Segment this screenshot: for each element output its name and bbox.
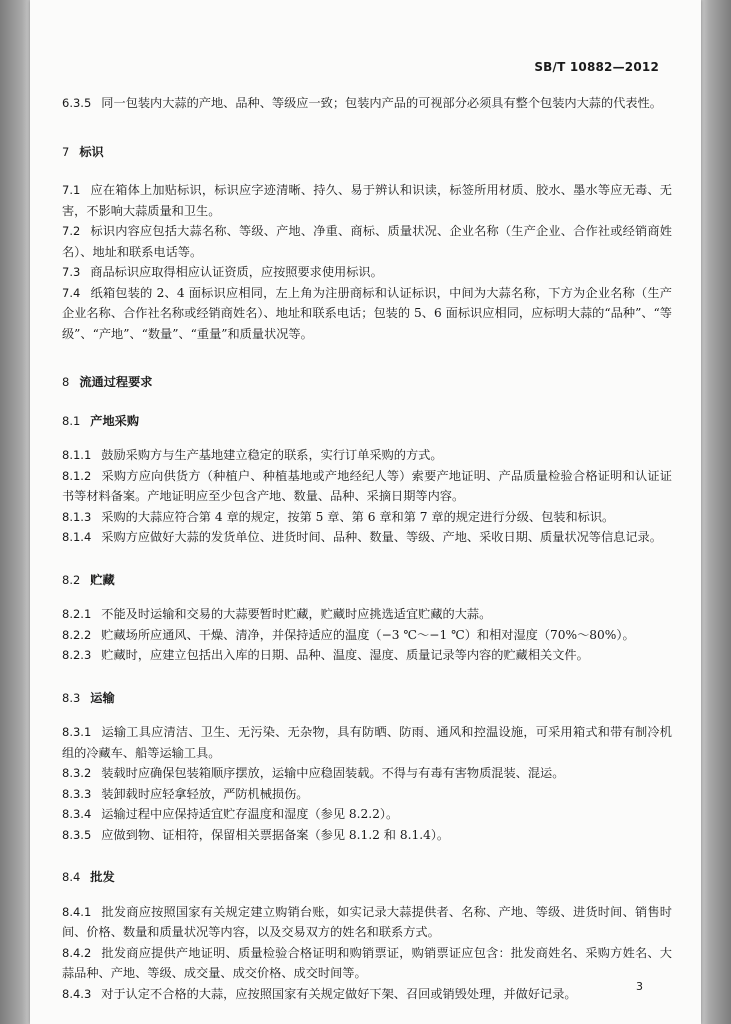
clause-text: 鼓励采购方与生产基地建立稳定的联系，实行订单采购的方式。 [101, 448, 443, 462]
clause-paragraph [62, 645, 672, 666]
spacer [62, 114, 672, 120]
heading-text: 运输 [90, 690, 115, 705]
clause-number: 8.2.1 [62, 607, 92, 621]
clause-number: 8.3.2 [62, 766, 92, 780]
clause-paragraph [62, 763, 672, 784]
clause-paragraph [62, 825, 672, 846]
clause-paragraph [62, 507, 672, 528]
heading-text: 标识 [79, 144, 104, 159]
clause-paragraph [62, 722, 672, 763]
document-page [30, 0, 701, 1024]
section-heading [62, 142, 672, 163]
clause-text: 应在箱体上加贴标识，标识应字迹清晰、持久、易于辨认和识读，标签所用材质、胶水、墨水等应无毒、无害，不影响大蒜质量和卫生。 [62, 183, 672, 218]
subsection-heading [62, 688, 672, 709]
clause-number: 8.3 [62, 690, 81, 705]
clause-number: 7.3 [62, 265, 81, 279]
clause-paragraph [62, 902, 672, 943]
subsection-heading [62, 867, 672, 888]
clause-paragraph [62, 180, 672, 221]
clause-text: 不能及时运输和交易的大蒜要暂时贮藏，贮藏时应挑选适宜贮藏的大蒜。 [101, 607, 492, 621]
clause-number: 8.3.5 [62, 827, 92, 842]
page-content [62, 93, 672, 1004]
clause-number: 8.1.3 [62, 509, 92, 524]
heading-text: 贮藏 [90, 572, 115, 587]
clause-number: 8.4.1 [62, 904, 92, 919]
spacer [62, 666, 672, 672]
page-number: 3 [636, 980, 643, 993]
clause-text: 采购方应做好大蒜的发货单位、进货时间、品种、数量、等级、产地、采收日期、质量状况等信息记录。 [101, 530, 662, 544]
standard-code: SB/T 10882—2012 [534, 60, 659, 74]
clause-text: 采购方应向供货方（种植户、种植基地或产地经纪人等）索要产地证明、产品质量检验合格证明和认证证书等材料备案。产地证明应至少包含产地、数量、品种、采摘日期等内容。 [62, 468, 672, 503]
clause-number: 8.3.4 [62, 807, 92, 821]
clause-number: 8 [62, 375, 70, 389]
spacer [62, 344, 672, 350]
clause-number: 7.4 [62, 285, 81, 300]
subsection-heading [62, 411, 672, 432]
clause-number: 8.4 [62, 870, 81, 884]
heading-text: 流通过程要求 [79, 375, 153, 389]
clause-text: 装卸载时应轻拿轻放，严防机械损伤。 [101, 786, 309, 801]
clause-number: 8.1 [62, 413, 81, 428]
clause-number: 8.2.3 [62, 648, 92, 662]
clause-number: 8.2.2 [62, 627, 92, 642]
clause-paragraph [62, 283, 672, 345]
clause-text: 运输过程中应保持适宜贮存温度和湿度（参见 8.2.2）。 [101, 807, 399, 821]
clause-text: 批发商应提供产地证明、质量检验合格证明和购销票证，购销票证应包含：批发商姓名、采购方姓名、大蒜品种、产地、等级、成交量、成交价格、成交时间等。 [62, 945, 672, 980]
clause-paragraph [62, 984, 672, 1005]
clause-text: 贮藏场所应通风、干燥、清净，并保持适应的温度（−3 ℃～−1 ℃）和相对湿度（70%～80%）。 [101, 627, 635, 642]
clause-text: 装载时应确保包装箱顺序摆放，运输中应稳固装载。不得与有毒有害物质混装、混运。 [101, 766, 565, 780]
clause-number: 8.4.3 [62, 986, 92, 1001]
clause-text: 批发商应按照国家有关规定建立购销台账，如实记录大蒜提供者、名称、产地、等级、进货时间、销售时间、价格、数量和质量状况等内容，以及交易双方的姓名和联系方式。 [62, 904, 672, 939]
clause-text: 对于认定不合格的大蒜，应按照国家有关规定做好下架、召回或销毁处理，并做好记录。 [101, 986, 577, 1001]
clause-number: 8.1.1 [62, 448, 92, 462]
clause-paragraph [62, 784, 672, 805]
clause-paragraph [62, 262, 672, 283]
section-heading [62, 372, 672, 393]
clause-number: 8.3.3 [62, 786, 92, 801]
clause-text: 同一包装内大蒜的产地、品种、等级应一致；包装内产品的可视部分必须具有整个包装内大蒜的代表性。 [101, 96, 662, 110]
clause-number: 8.1.2 [62, 468, 92, 483]
spacer [62, 845, 672, 851]
clause-paragraph [62, 804, 672, 825]
clause-paragraph [62, 943, 672, 984]
clause-number: 8.1.4 [62, 530, 92, 544]
clause-text: 运输工具应清洁、卫生、无污染、无杂物，具有防晒、防雨、通风和控温设施，可采用箱式和带有制冷机组的冷藏车、船等运输工具。 [62, 725, 672, 760]
heading-text: 产地采购 [90, 413, 140, 428]
clause-number: 7.1 [62, 183, 81, 197]
clause-text: 贮藏时，应建立包括出入库的日期、品种、温度、湿度、质量记录等内容的贮藏相关文件。 [101, 648, 589, 662]
clause-number: 8.3.1 [62, 725, 92, 739]
clause-paragraph [62, 466, 672, 507]
clause-paragraph [62, 604, 672, 625]
clause-number: 8.4.2 [62, 945, 92, 960]
clause-paragraph [62, 527, 672, 548]
clause-paragraph [62, 93, 672, 114]
spacer [62, 548, 672, 554]
clause-number: 7 [62, 144, 70, 159]
clause-text: 采购的大蒜应符合第 4 章的规定，按第 5 章、第 6 章和第 7 章的规定进行分级、包装和标识。 [101, 509, 615, 524]
clause-number: 8.2 [62, 572, 81, 587]
clause-text: 纸箱包装的 2、4 面标识应相同，左上角为注册商标和认证标识，中间为大蒜名称，下方为企业名称（生产企业名称、合作社名称或经销商姓名）、地址和联系电话；包装的 5、6 面标识应相同，应标明大蒜的“品种”、“等级”、“产地”、“数量”、“重量”和质量状况等。 [62, 285, 672, 341]
subsection-heading [62, 570, 672, 591]
clause-text: 标识内容应包括大蒜名称、等级、产地、净重、商标、质量状况、企业名称（生产企业、合作社或经销商姓名）、地址和联系电话等。 [62, 224, 672, 259]
clause-number: 6.3.5 [62, 96, 92, 110]
clause-text: 商品标识应取得相应认证资质，应按照要求使用标识。 [90, 265, 383, 279]
clause-number: 7.2 [62, 224, 81, 238]
heading-text: 批发 [90, 870, 115, 884]
clause-paragraph [62, 221, 672, 262]
clause-paragraph [62, 625, 672, 646]
clause-text: 应做到物、证相符，保留相关票据备案（参见 8.1.2 和 8.1.4）。 [101, 827, 450, 842]
clause-paragraph [62, 445, 672, 466]
